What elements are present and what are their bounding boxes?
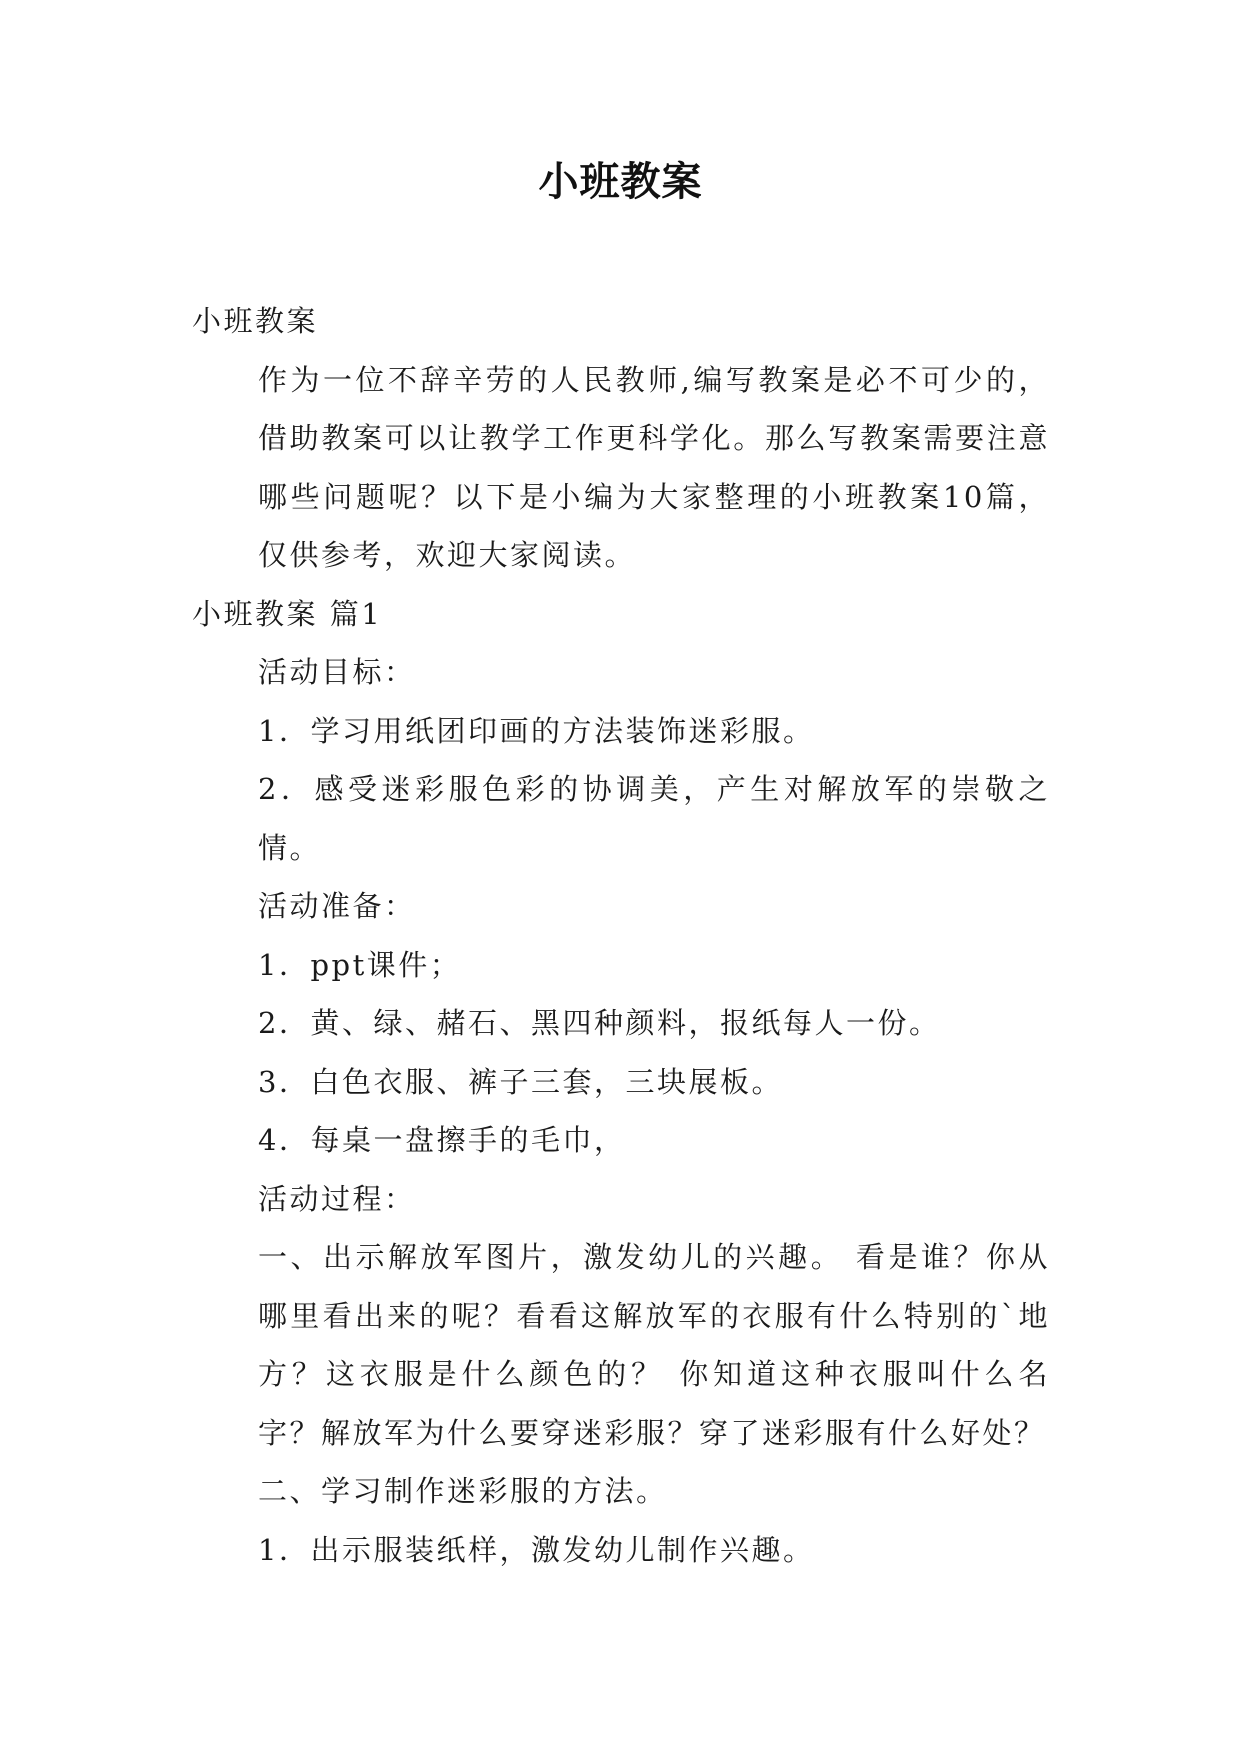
process-paragraph: 一、出示解放军图片，激发幼儿的兴趣。 看是谁？你从哪里看出来的呢？看看这解放军的衣服有什么特别的`地方？这衣服是什么颜色的？ 你知道这种衣服叫什么名字？解放军为什么要穿迷彩服？穿了迷彩服有什么好处？ [258, 1240, 1050, 1450]
prep-item: 4．每桌一盘擦手的毛巾， [258, 1123, 626, 1157]
section-heading: 小班教案 篇1 [192, 596, 383, 631]
document-title: 小班教案 [538, 159, 703, 205]
document-body [192, 292, 1050, 1579]
prep-label: 活动准备： [258, 889, 416, 923]
goals-label: 活动目标： [258, 655, 416, 689]
prep-item: 3．白色衣服、裤子三套，三块展板。 [258, 1064, 783, 1099]
prep-item: 1．ppt课件； [258, 947, 462, 982]
process-substep: 1．出示服装纸样，激发幼儿制作兴趣。 [258, 1532, 815, 1567]
document-subtitle: 小班教案 [192, 304, 319, 338]
prep-item: 2．黄、绿、赭石、黑四种颜料，报纸每人一份。 [258, 1006, 941, 1040]
goal-item: 1．学习用纸团印画的方法装饰迷彩服。 [258, 713, 815, 748]
process-label: 活动过程： [258, 1181, 416, 1216]
intro-paragraph: 作为一位不辞辛劳的人民教师,编写教案是必不可少的，借助教案可以让教学工作更科学化。那么写教案需要注意哪些问题呢？以下是小编为大家整理的小班教案10篇，仅供参考，欢迎大家阅读。 [258, 362, 1050, 572]
goal-item: 2．感受迷彩服色彩的协调美，产生对解放军的崇敬之情。 [258, 772, 1050, 865]
process-step: 二、学习制作迷彩服的方法。 [258, 1474, 668, 1508]
